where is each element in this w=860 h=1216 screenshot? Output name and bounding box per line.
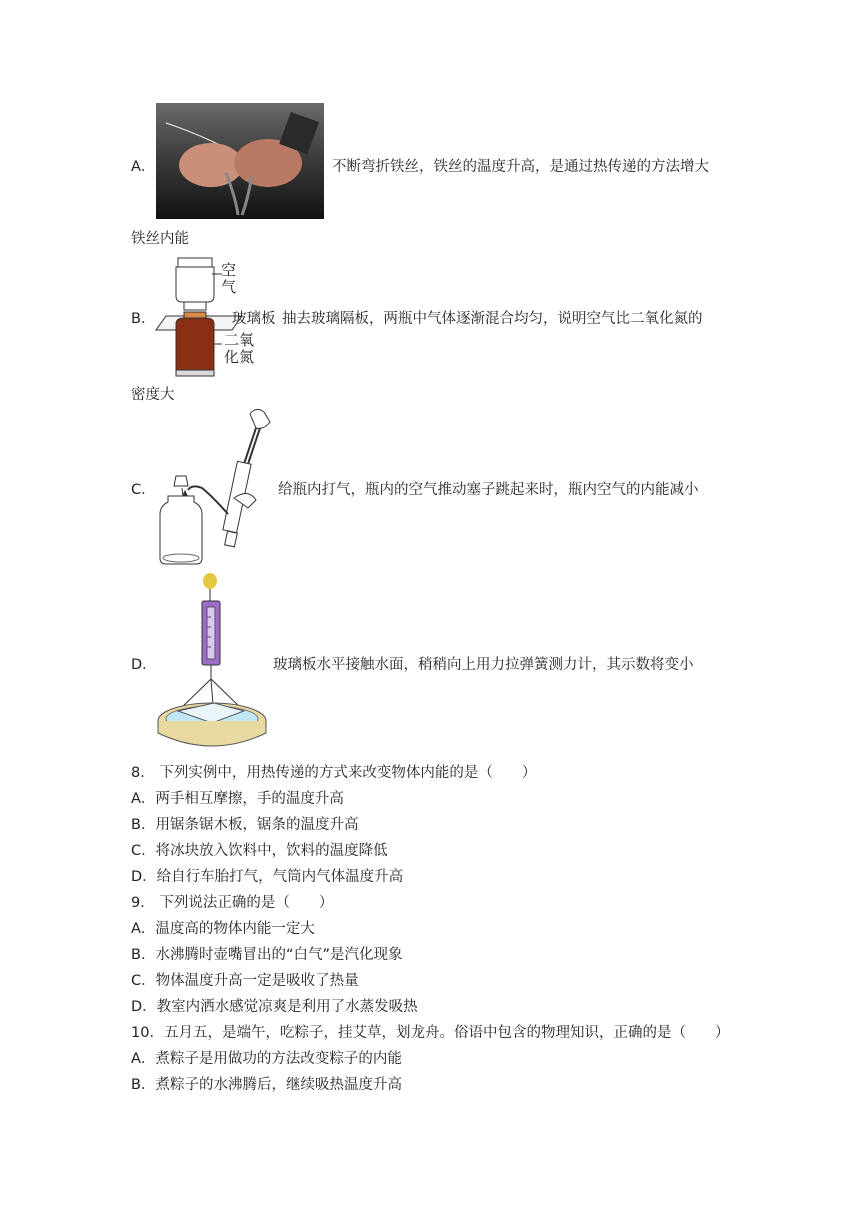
q9-stem: 9． 下列说法正确的是（ ） xyxy=(131,895,334,911)
option-label-d: D． xyxy=(131,657,157,673)
q8-option-a: A．两手相互摩擦，手的温度升高 xyxy=(131,791,344,807)
q10-stem: 10．五月五，是端午，吃粽子，挂艾草，划龙舟。俗语中包含的物理知识，正确的是（ ） xyxy=(131,1025,730,1041)
q10-option-b: B．煮粽子的水沸腾后，继续吸热温度升高 xyxy=(131,1077,402,1093)
pump-bottle-figure xyxy=(152,404,272,570)
q8-stem: 8． 下列实例中，用热传递的方式来改变物体内能的是（ ） xyxy=(131,765,537,781)
no2-label: 二氧化氮 xyxy=(224,331,255,366)
q9-option-c: C．物体温度升高一定是吸收了热量 xyxy=(131,973,359,989)
option-d-text: 玻璃板水平接触水面，稍稍向上用力拉弹簧测力计，其示数将变小 xyxy=(273,657,694,673)
bending-wire-photo xyxy=(156,103,324,219)
q9-option-b: B．水沸腾时壶嘴冒出的“白气”是汽化现象 xyxy=(131,947,403,963)
q9-option-d: D．教室内洒水感觉凉爽是利用了水蒸发吸热 xyxy=(131,999,418,1015)
q8-option-b: B．用锯条锯木板，锯条的温度升高 xyxy=(131,817,359,833)
option-label-b: B． xyxy=(131,311,156,327)
spring-scale-water-figure xyxy=(156,573,272,753)
option-label-c: C． xyxy=(131,482,156,498)
air-label: 空气 xyxy=(221,261,237,296)
q10-option-a: A．煮粽子是用做功的方法改变粽子的内能 xyxy=(131,1051,402,1067)
option-a-text: 不断弯折铁丝，铁丝的温度升高，是通过热传递的方法增大 xyxy=(332,159,709,175)
q9-option-a: A．温度高的物体内能一定大 xyxy=(131,921,315,937)
q8-option-d: D．给自行车胎打气，气筒内气体温度升高 xyxy=(131,869,404,885)
q8-option-c: C．将冰块放入饮料中，饮料的温度降低 xyxy=(131,843,388,859)
option-label-a: A． xyxy=(131,159,156,175)
option-b-text: 抽去玻璃隔板，两瓶中气体逐渐混合均匀，说明空气比二氧化氮的 xyxy=(282,311,703,327)
option-a-text-cont: 铁丝内能 xyxy=(131,231,189,247)
option-c-text: 给瓶内打气，瓶内的空气推动塞子跳起来时，瓶内空气的内能减小 xyxy=(278,482,699,498)
option-b-text-cont: 密度大 xyxy=(131,387,175,403)
glass-plate-label: 玻璃板 xyxy=(232,311,276,327)
